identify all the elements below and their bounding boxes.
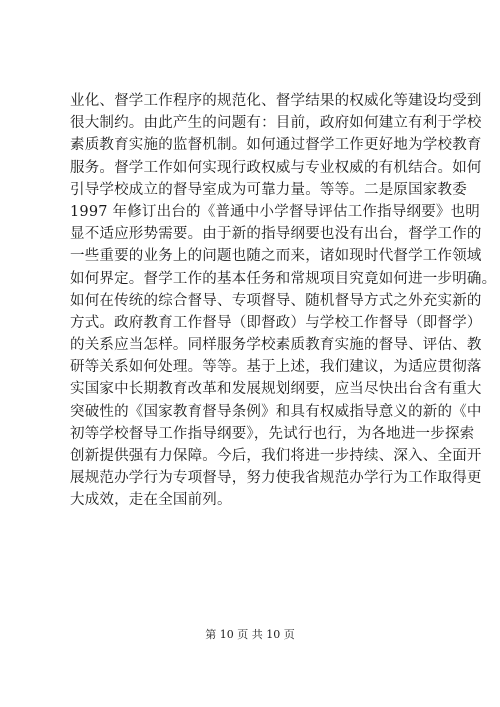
text-line-19: 大成效，走在全国前列。 — [70, 492, 232, 509]
text-line-16: 初等学校督导工作指导纲要》，先试行也行，为各地进一步探索 — [70, 425, 475, 442]
text-line-15: 突破性的《国家教育督导条例》和具有权威指导意义的新的《中 — [70, 403, 482, 420]
text-line-5: 引导学校成立的督导室成为可靠力量。等等。二是原国家教委 — [70, 181, 467, 198]
text-line-14: 实国家中长期教育改革和发展规划纲要，应当尽快出台含有重大 — [70, 381, 482, 398]
text-line-13: 研等关系如何处理。等等。基于上述，我们建议，为适应贯彻落 — [70, 359, 482, 376]
text-line-18: 展规范办学行为专项督导，努力使我省规范办学行为工作取得更 — [70, 470, 482, 487]
text-line-17: 创新提供强有力保障。今后，我们将进一步持续、深入、全面开 — [70, 448, 482, 464]
text-line-9: 如何界定。督学工作的基本任务和常规项目究竟如何进一步明确。 — [70, 270, 497, 287]
text-line-3: 素质教育实施的监督机制。如何通过督学工作更好地为学校教育 — [70, 137, 482, 154]
body-text — [70, 90, 497, 512]
text-line-6: 1997 年修订出台的《普通中小学督导评估工作指导纲要》也明 — [70, 203, 481, 220]
text-line-4: 服务。督学工作如何实现行政权威与专业权威的有机结合。如何 — [70, 159, 482, 176]
page-number: 第 10 页 共 10 页 — [205, 628, 295, 641]
text-line-11: 方式。政府教育工作督导（即督政）与学校工作督导（即督学） — [70, 314, 482, 331]
page-footer — [0, 626, 500, 642]
text-line-1: 业化、督学工作程序的规范化、督学结果的权威化等建设均受到 — [70, 93, 482, 109]
text-line-8: 一些重要的业务上的问题也随之而来，诸如现时代督学工作领域 — [70, 248, 482, 265]
text-line-7: 显不适应形势需要。由于新的指导纲要也没有出台，督学工作的 — [70, 226, 482, 243]
text-line-12: 的关系应当怎样。同样服务学校素质教育实施的督导、评估、教 — [70, 337, 482, 354]
text-line-2: 很大制约。由此产生的问题有：目前，政府如何建立有利于学校 — [70, 115, 482, 132]
text-line-10: 如何在传统的综合督导、专项督导、随机督导方式之外充实新的 — [70, 292, 482, 309]
